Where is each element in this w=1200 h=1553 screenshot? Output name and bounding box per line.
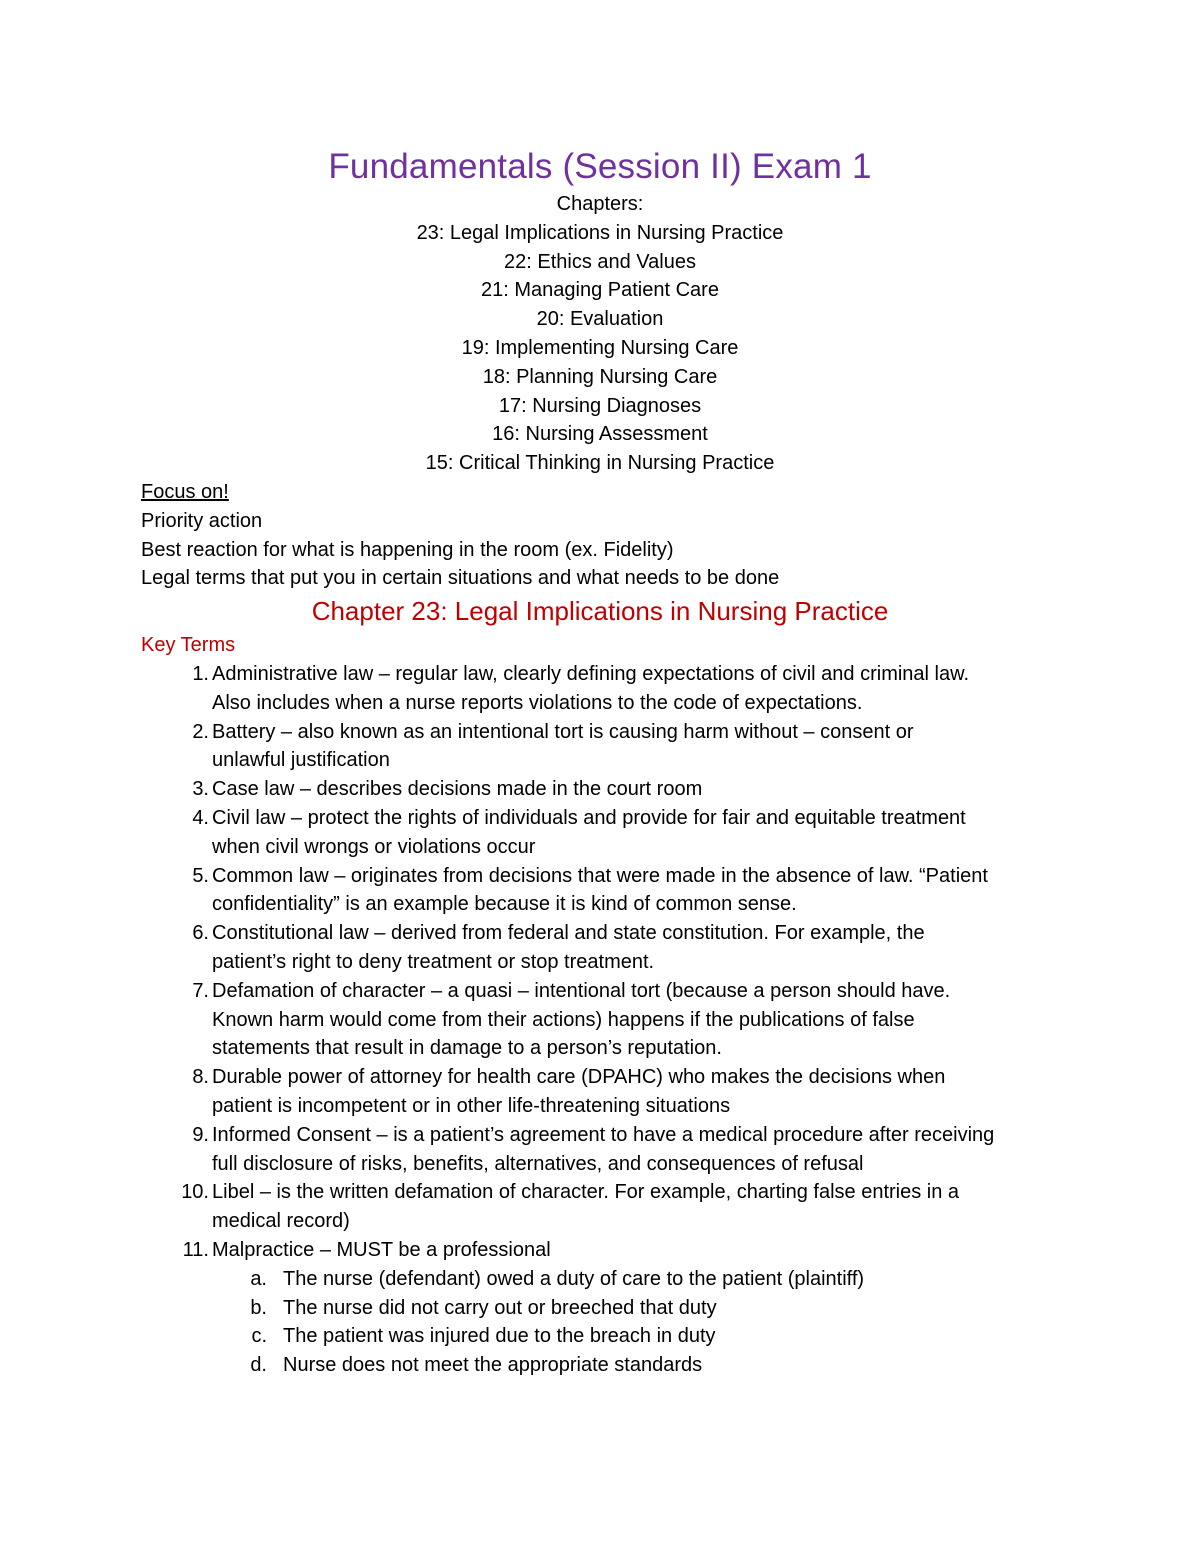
list-item-text: patient is incompetent or in other life-threatening situations xyxy=(212,1094,731,1117)
focus-item: Legal terms that put you in certain situations and what needs to be done xyxy=(141,567,780,590)
chapter-item: 18: Planning Nursing Care xyxy=(482,365,718,388)
subitem-letter: b. xyxy=(250,1296,267,1319)
list-item-text: full disclosure of risks, benefits, alternatives, and consequences of refusal xyxy=(212,1152,864,1175)
list-item-number: 11. xyxy=(182,1238,209,1261)
list-item xyxy=(141,862,1141,920)
subitem-text: The nurse did not carry out or breeched that duty xyxy=(283,1296,717,1319)
list-item-number: 5. xyxy=(192,864,209,887)
subitem-text: The nurse (defendant) owed a duty of care to the patient (plaintiff) xyxy=(283,1267,865,1290)
list-item-text: medical record) xyxy=(212,1210,350,1233)
focus-section xyxy=(141,478,1141,593)
list-item-text: Common law – originates from decisions that were made in the absence of law. “Patient xyxy=(212,864,988,887)
malpractice-subitem xyxy=(141,1351,1141,1380)
chapter-item: 20: Evaluation xyxy=(536,308,664,331)
list-item-number: 2. xyxy=(192,720,209,743)
key-terms-heading: Key Terms xyxy=(141,634,236,656)
list-item xyxy=(141,660,1141,718)
focus-item: Best reaction for what is happening in the room (ex. Fidelity) xyxy=(141,538,674,561)
list-item-number: 8. xyxy=(192,1066,209,1089)
list-item-text: Libel – is the written defamation of character. For example, charting false entries in a xyxy=(212,1181,960,1204)
subitem-letter: c. xyxy=(251,1325,267,1348)
chapters-label: Chapters: xyxy=(556,193,644,215)
focus-item: Priority action xyxy=(141,509,263,532)
list-item-number: 1. xyxy=(192,663,209,685)
list-item xyxy=(141,1121,1141,1179)
list-item-text: when civil wrongs or violations occur xyxy=(212,835,536,858)
list-item-text: Informed Consent – is a patient’s agreement to have a medical procedure after receiving xyxy=(212,1123,995,1146)
chapter-item: 15: Critical Thinking in Nursing Practice xyxy=(425,452,775,475)
list-item-text: Constitutional law – derived from federal and state constitution. For example, the xyxy=(212,922,925,945)
list-item-text: confidentiality” is an example because it is kind of common sense. xyxy=(212,893,797,916)
list-item-number: 6. xyxy=(192,922,209,945)
malpractice-subitem xyxy=(141,1294,1141,1323)
chapter-item: 22: Ethics and Values xyxy=(504,250,696,273)
malpractice-subitem xyxy=(141,1265,1141,1294)
subitem-letter: a. xyxy=(250,1267,267,1290)
list-item-text: unlawful justification xyxy=(212,749,390,772)
list-item-text: Also includes when a nurse reports violations to the code of expectations. xyxy=(212,691,863,714)
list-item-number: 3. xyxy=(192,778,209,801)
key-terms-list xyxy=(141,660,1141,1380)
chapter-item: 21: Managing Patient Care xyxy=(481,279,719,302)
chapters-list xyxy=(0,190,1200,478)
list-item xyxy=(141,1236,1141,1265)
malpractice-subitem xyxy=(141,1322,1141,1351)
list-item-text: Malpractice – MUST be a professional xyxy=(212,1238,551,1261)
list-item-text: statements that result in damage to a person’s reputation. xyxy=(212,1037,722,1060)
document-title: Fundamentals (Session II) Exam 1 xyxy=(328,147,872,186)
list-item-text: Case law – describes decisions made in the court room xyxy=(212,778,703,801)
list-item-text: patient’s right to deny treatment or stop treatment. xyxy=(212,950,655,973)
chapter-item: 17: Nursing Diagnoses xyxy=(498,394,702,417)
list-item-text: Defamation of character – a quasi – intentional tort (because a person should have. xyxy=(212,979,951,1002)
list-item-text: Durable power of attorney for health care (DPAHC) who makes the decisions when xyxy=(212,1066,946,1089)
chapter-item: 16: Nursing Assessment xyxy=(492,423,708,446)
list-item xyxy=(141,977,1141,1063)
list-item-number: 7. xyxy=(192,979,209,1002)
list-item xyxy=(141,1178,1141,1236)
subitem-text: Nurse does not meet the appropriate standards xyxy=(283,1354,703,1377)
subitem-text: The patient was injured due to the breach in duty xyxy=(283,1325,716,1348)
list-item xyxy=(141,718,1141,776)
list-item xyxy=(141,919,1141,977)
subitem-letter: d. xyxy=(250,1354,267,1377)
list-item-text: Administrative law – regular law, clearly defining expectations of civil and criminal law. xyxy=(212,663,970,685)
chapter-23-heading: Chapter 23: Legal Implications in Nursing Practice xyxy=(311,596,889,626)
list-item-number: 9. xyxy=(192,1123,209,1146)
list-item xyxy=(141,804,1141,862)
list-item-number: 4. xyxy=(192,806,209,829)
list-item-text: Civil law – protect the rights of individuals and provide for fair and equitable treatment xyxy=(212,806,966,829)
list-item xyxy=(141,775,1141,804)
chapter-item: 23: Legal Implications in Nursing Practice xyxy=(416,221,784,244)
focus-heading: Focus on! xyxy=(141,481,229,503)
list-item-text: Known harm would come from their actions) happens if the publications of false xyxy=(212,1008,915,1031)
list-item-text: Battery – also known as an intentional tort is causing harm without – consent or xyxy=(212,720,914,743)
chapter-item: 19: Implementing Nursing Care xyxy=(461,336,739,359)
list-item xyxy=(141,1063,1141,1121)
list-item-number: 10. xyxy=(181,1181,209,1204)
